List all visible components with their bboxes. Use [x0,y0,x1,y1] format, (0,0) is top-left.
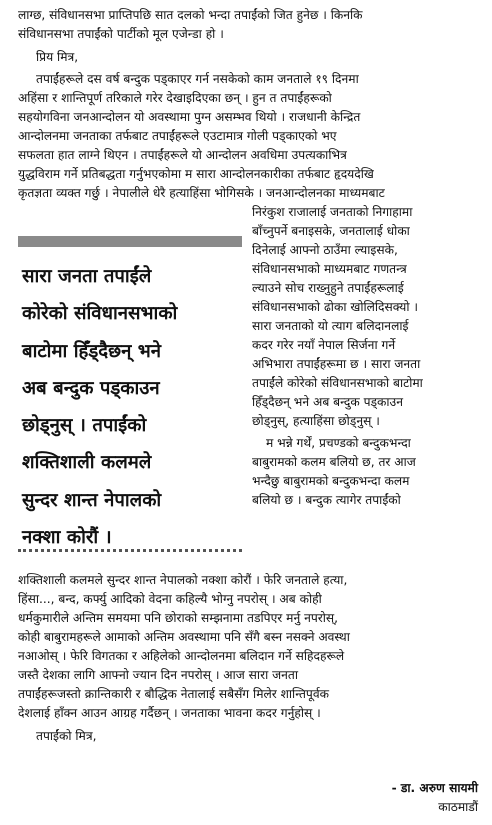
intro-line: संविधानसभा तपाईंको पार्टीको मूल एजेन्डा हो । [18,27,224,41]
pull-quote-line: कोरेको संविधानसभाको [22,303,178,325]
pull-quote-line: अब बन्दुक पड्काउन [22,377,160,399]
closing-line: जस्तै देशका लागि आफ्नो ज्यान दिन नपरोस् । आज सारा जनता [18,668,299,682]
salutation: प्रिय मित्र, [36,50,79,64]
closing-line: नआओस् । फेरि विगतका र अहिलेको आन्दोलनमा बलिदान गर्ने सहिदहरूले [18,649,345,663]
column-line: बाबुरामको कलम बलियो छ, तर आज [252,455,416,469]
column-line: निरंकुश राजालाई जनताको निगाहामा [252,205,413,219]
signoff: तपाईंको मित्र, [36,729,97,743]
pull-quote-line: सारा जनता तपाईंले [22,266,152,287]
pull-quote-line: नक्शा कोरौं । [22,527,112,549]
column-line: दिनेलाई आफ्नो ठाउँमा ल्याइसके, [252,243,398,257]
column-line: संविधानसभाको ढोका खोलिदिसक्यो । [252,300,419,314]
column-line: बलियो छ । बन्दुक त्यागेर तपाईंको [252,493,401,507]
column-line: बाँच्नुपर्ने बनाइसके, जनतालाई धोका [252,224,410,238]
body-line: कृतज्ञता व्यक्त गर्छु । नेपालीले धेरै हत्याहिंसा भोगिसके । जनआन्दोलनका माध्यमबाट [18,186,385,200]
column-line: ल्याउने सोच राख्नुहुने तपाईंहरूलाई [252,281,404,295]
body-line: अहिंसा र शान्तिपूर्ण तरिकाले गरेर देखाइदिएका छन् । हुन त तपाईंहरूको [18,91,332,105]
closing-line: तपाईंहरूजस्तो क्रान्तिकारी र बौद्धिक नेतालाई सबैसँग मिलेर शान्तिपूर्वक [18,687,329,701]
column-line: सारा जनताको यो त्याग बलिदानलाई [252,319,409,333]
signature-name: - डा. अरुण सायमी [391,781,478,795]
closing-line: कोही बाबुरामहरूले आमाको अन्तिम अवस्थामा पनि सँगै बस्न नसक्ने अवस्था [18,630,350,644]
body-line: सहयोगविना जनआन्दोलन यो अवस्थामा पुग्न असम्भव थियो । राजधानी केन्द्रित [18,110,361,124]
signature-place: काठमाडौं [438,800,478,814]
column-line: छोड्नुस्, हत्याहिंसा छोड्नुस् । [252,414,380,428]
pull-quote-line: सुन्दर शान्त नेपालको [22,489,162,511]
body-line: सफलता हात लाग्ने थिएन । तपाईंहरूले यो आन्दोलन अवधिमा उपत्यकाभित्र [18,148,347,162]
column-line: म भन्ने गर्थें, प्रचण्डको बन्दुकभन्दा [266,436,411,450]
pull-quote-dotted-rule [18,549,242,552]
intro-line: लाग्छ, संविधानसभा प्राप्तिपछि सात दलको भन्दा तपाईंको जित हुनेछ । किनकि [18,8,363,22]
body-line: आन्दोलनमा जनताका तर्फबाट तपाईंहरूले एउटामात्र गोली पड्काएको भए [18,129,337,143]
pull-quote-line: शक्तिशाली कलमले [22,452,152,474]
column-line: कदर गरेर नयाँ नेपाल सिर्जना गर्ने [252,338,396,352]
closing-line: शक्तिशाली कलमले सुन्दर शान्त नेपालको नक्शा कोरौं । फेरि जनताले हत्या, [18,573,348,587]
column-line: तपाईंले कोरेको संविधानसभाको बाटोमा [252,376,423,390]
body-line: तपाईंहरूले दस वर्ष बन्दुक पड्काएर गर्न नसकेको काम जनताले १९ दिनमा [36,72,359,86]
pull-quote-bar [18,236,242,247]
pull-quote [18,236,242,558]
column-line: अभिभारा तपाईंहरूमा छ । सारा जनता [252,357,421,371]
pull-quote-line: बाटोमा हिँड्दैछन् भने [22,340,162,362]
closing-line: धर्मकुमारीले अन्तिम समयमा पनि छोराको सम्झनामा तडपिएर मर्नु नपरोस्, [18,611,339,625]
column-line: हिँड्दैछन् भने अब बन्दुक पड्काउन [252,395,403,409]
pull-quote-text [22,258,248,556]
closing-line: हिंसा..., बन्द, कर्फ्यु आदिको वेदना कहिल्यै भोग्नु नपरोस् । अब कोही [18,592,322,606]
pull-quote-line: छोड्नुस् । तपाईंको [22,415,147,437]
column-line: भन्दैछु बाबुरामको बन्दुकभन्दा कलम [252,474,410,488]
column-line: संविधानसभाको माध्यमबाट गणतन्त्र [252,262,407,276]
body-line: युद्धविराम गर्ने प्रतिबद्धता गर्नुभएकोमा म सारा आन्दोलनकारीका तर्फबाट हृदयदेखि [18,167,374,181]
closing-line: देशलाई हाँक्न आउन आग्रह गर्दैछन् । जनताका भावना कदर गर्नुहोस् । [18,706,321,720]
